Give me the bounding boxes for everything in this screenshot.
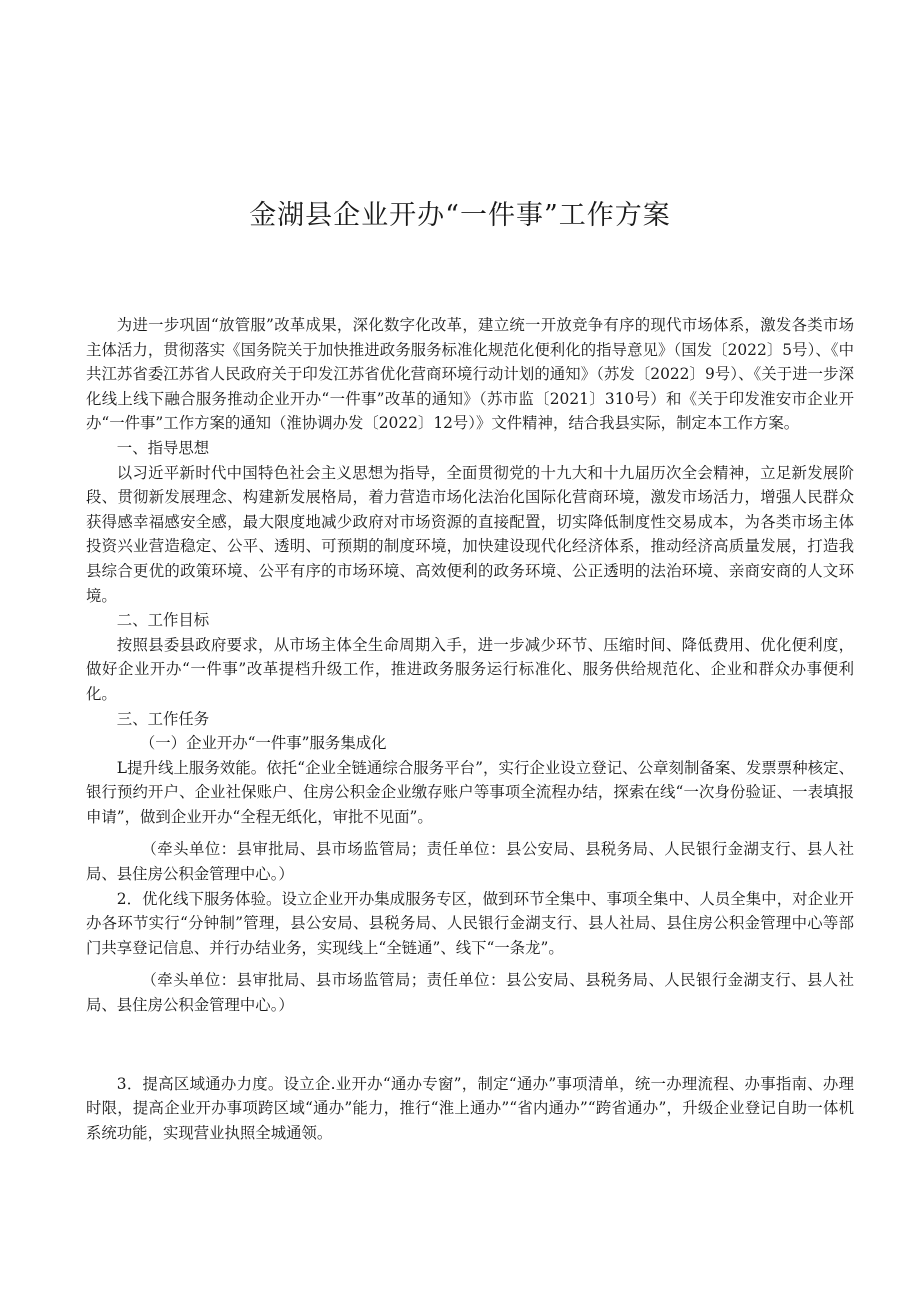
task-item-1-units: （牵头单位：县审批局、县市场监管局；责任单位：县公安局、县税务局、人民银行金湖支行、县人社局、县住房公积金管理中心。）	[86, 840, 854, 884]
section-text-guiding-ideology: 以习近平新时代中国特色社会主义思想为指导，全面贯彻党的十九大和十九届历次全会精神，立足新发展阶段、贯彻新发展理念、构建新发展格局，着力营造市场化法治化国际化营商环境，激发市场活力，增强人民群众获得感幸福感安全感，最大限度地减少政府对市场资源的直接配置，切实降低制度性交易成本，为各类市场主体投资兴业营造稳定、公平、透明、可预期的制度环境，加快建设现代化经济体系，推动经济高质量发展，打造我县综合更优的政策环境、公平有序的市场环境、高效便利的政务环境、公正透明的法治环境、亲商安商的人文环境。	[86, 463, 854, 605]
task-item-3: 3．提高区域通办力度。设立企.业开办“通办专窗”，制定“通办”事项清单，统一办理流程、办事指南、办理时限，提高企业开办事项跨区域“通办”能力，推行“淮上通办”“省内通办”“跨省通办”，升级企业登记自助一体机系统功能，实现营业执照全城通领。	[86, 1074, 854, 1142]
subsection-heading-service-integration: （一）企业开办“一件事”服务集成化	[139, 734, 387, 753]
task-item-2: 2．优化线下服务体验。设立企业开办集成服务专区，做到环节全集中、事项全集中、人员全集中，对企业开办各环节实行“分钟制”管理，县公安局、县税务局、人民银行金湖支行、县人社局、县住房公积金管理中心等部门共享登记信息、并行办结业务，实现线上“全链通”、线下“一条龙”。	[86, 889, 854, 957]
section-heading-work-goals: 二、工作目标	[116, 611, 210, 630]
section-text-work-goals: 按照县委县政府要求，从市场主体全生命周期入手，进一步减少环节、压缩时间、降低费用、优化便利度，做好企业开办“一件事”改革提档升级工作，推进政务服务运行标准化、服务供给规范化、企业和群众办事便利化。	[86, 635, 854, 703]
task-item-2-units: （牵头单位：县审批局、县市场监管局；责任单位：县公安局、县税务局、人民银行金湖支行、县人社局、县住房公积金管理中心。）	[86, 971, 854, 1015]
section-heading-guiding-ideology: 一、指导思想	[116, 438, 210, 457]
intro-paragraph: 为进一步巩固“放管服”改革成果，深化数字化改革，建立统一开放竞争有序的现代市场体系，激发各类市场主体活力，贯彻落实《国务院关于加快推进政务服务标准化规范化便利化的指导意见》（国发〔2022〕5号）、《中共江苏省委江苏省人民政府关于印发江苏省优化营商环境行动计划的通知》（苏发〔2022〕9号）、《关于进一步深化线上线下融合服务推动企业开办“一件事”改革的通知》（苏市监〔2021〕310号）和《关于印发淮安市企业开办“一件事”工作方案的通知（淮协调办发〔2022〕12号）》文件精神，结合我县实际，制定本工作方案。	[86, 316, 854, 433]
document-title: 金湖县企业开办“一件事”工作方案	[249, 200, 671, 231]
section-heading-work-tasks: 三、工作任务	[116, 709, 210, 728]
task-item-1: L提升线上服务效能。依托“企业全链通综合服务平台”，实行企业设立登记、公章刻制备案、发票票种核定、银行预约开户、企业社保账户、住房公积金企业缴存账户等事项全流程办结，探索在线“一次身份验证、一表填报申请”，做到企业开办“全程无纸化，审批不见面”。	[86, 758, 854, 826]
document-body	[86, 313, 854, 1145]
